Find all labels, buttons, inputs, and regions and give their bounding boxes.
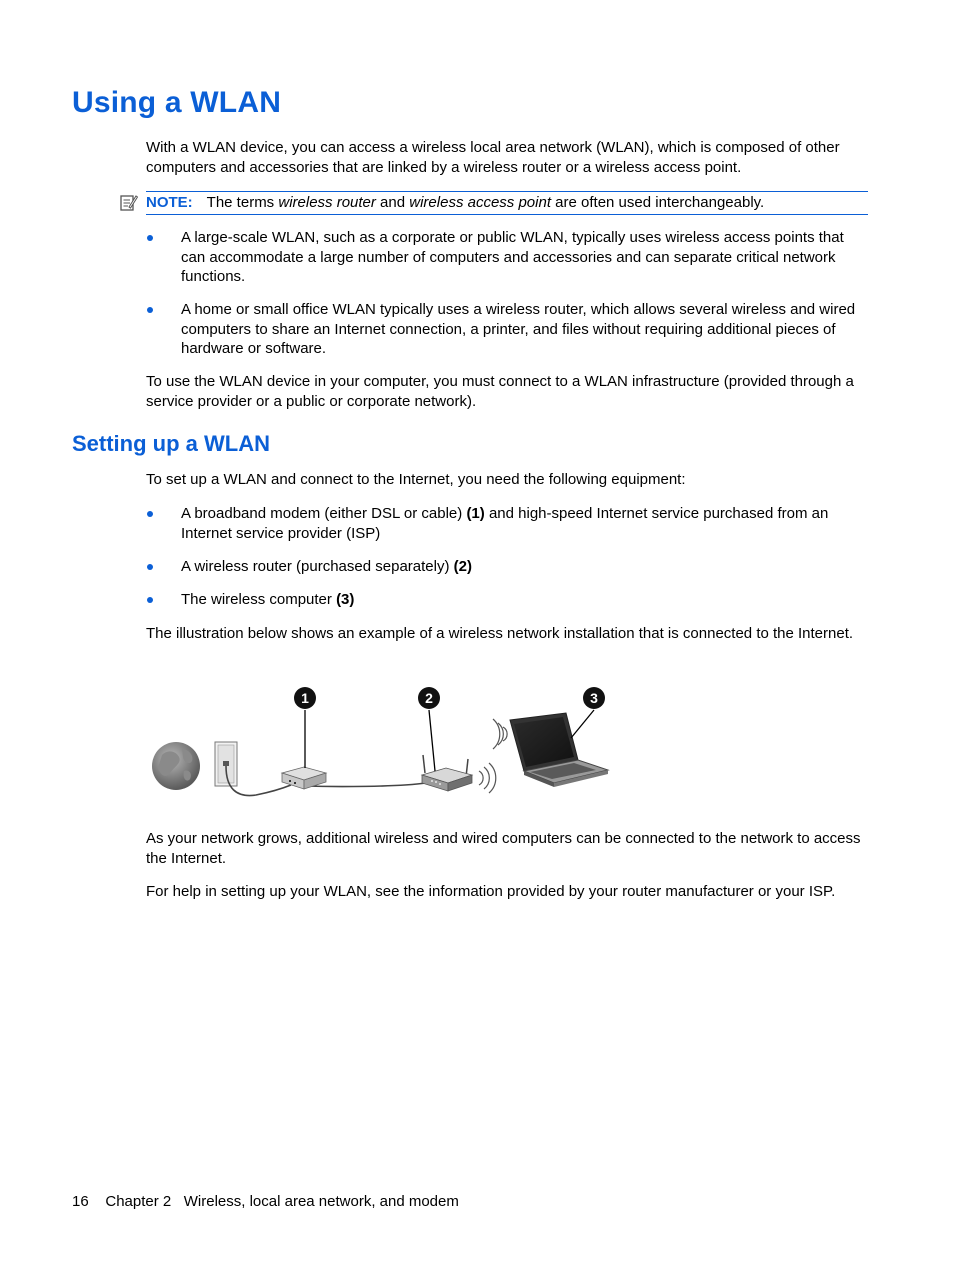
router-icon [422, 755, 472, 791]
callout-3 [583, 687, 605, 709]
chapter-title: Wireless, local area network, and modem [183, 1193, 459, 1210]
help-paragraph: For help in setting up your WLAN, see the information provided by your router manufacturer or your ISP. [146, 883, 836, 900]
page-footer [72, 1193, 459, 1210]
bullet-icon [147, 597, 153, 603]
laptop-icon [510, 713, 608, 787]
note-term-router: wireless router [278, 194, 376, 211]
callout-reference: (1) [466, 505, 485, 522]
callout-2 [418, 687, 440, 709]
note-box [146, 191, 868, 215]
list-item-text: A broadband modem (either DSL or cable) [181, 505, 467, 522]
callout-1 [294, 687, 316, 709]
note-term-access-point: wireless access point [409, 194, 551, 211]
network-grows-paragraph: As your network grows, additional wireless and wired computers can be connected to the network to access the Internet. [146, 830, 861, 867]
svg-text:2: 2 [425, 690, 433, 706]
wall-jack-icon [215, 742, 237, 786]
list-item [181, 504, 869, 543]
wireless-signal-icon [493, 719, 507, 749]
svg-text:3: 3 [590, 690, 598, 706]
list-item-text: A wireless router (purchased separately) [181, 558, 454, 575]
list-item [181, 557, 869, 577]
bullet-icon [147, 511, 153, 517]
list-item [181, 590, 869, 610]
list-item-text: and high-speed Internet service purchased from an Internet service provider (ISP) [181, 505, 829, 542]
setup-paragraph: To set up a WLAN and connect to the Internet, you need the following equipment: [146, 471, 686, 488]
bullet-icon [147, 564, 153, 570]
wireless-signal-icon [479, 763, 496, 793]
note-label: NOTE: [146, 194, 193, 211]
illustration-paragraph: The illustration below shows an example of a wireless network installation that is connected to the Internet. [146, 625, 854, 642]
note-text: are often used interchangeably. [551, 194, 765, 211]
svg-text:1: 1 [301, 690, 309, 706]
list-item [181, 300, 869, 359]
intro-paragraph: With a WLAN device, you can access a wireless local area network (WLAN), which is composed of other computers and accessories that are linked by a wireless router or a wireless access point. [146, 139, 840, 176]
note-icon [119, 193, 138, 212]
callout-reference: (2) [453, 558, 472, 575]
chapter-label: Chapter 2 [105, 1193, 172, 1210]
bullet-icon [147, 235, 153, 241]
section-heading: Setting up a WLAN [72, 431, 270, 456]
infrastructure-paragraph: To use the WLAN device in your computer, you must connect to a WLAN infrastructure (provided through a service provider or a public or corporate network). [146, 373, 854, 410]
globe-icon [152, 742, 200, 790]
page-number: 16 [72, 1193, 89, 1210]
list-item-text: A large-scale WLAN, such as a corporate or public WLAN, typically uses wireless access points that can accommodate a large number of computers and accessories and can separate critical network functions. [181, 229, 844, 285]
list-item [181, 228, 869, 287]
bullet-icon [147, 307, 153, 313]
note-text: The terms [206, 194, 279, 211]
list-item-text: The wireless computer [181, 591, 337, 608]
list-item-text: A home or small office WLAN typically uses a wireless router, which allows several wireless and wired computers to share an Internet connection, a printer, and files without requiring additional pieces of hardware or software. [181, 301, 856, 357]
callout-reference: (3) [336, 591, 355, 608]
page-title: Using a WLAN [72, 86, 282, 119]
network-illustration [146, 683, 616, 803]
note-text: and [375, 194, 410, 211]
